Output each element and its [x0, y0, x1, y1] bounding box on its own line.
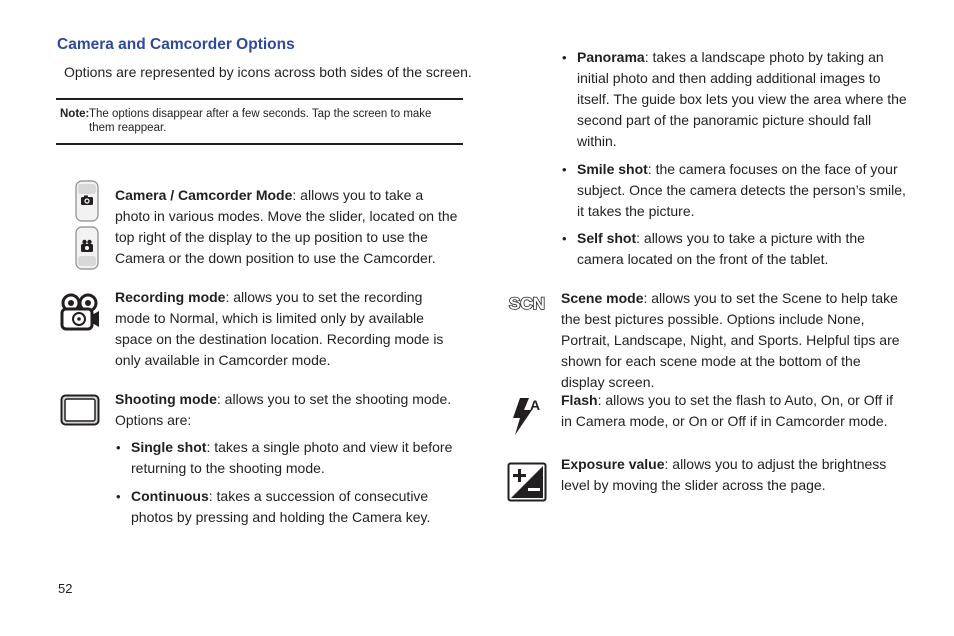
- exposure-description: [561, 454, 906, 496]
- bullet-term: Continuous: [131, 488, 209, 504]
- bullet-single-shot: [131, 437, 461, 479]
- camera-switch-icon: [75, 180, 99, 222]
- scene-icon: [505, 293, 549, 313]
- note-top-rule: [56, 98, 463, 100]
- bullet-smile-shot: [577, 159, 907, 222]
- bullet-text: : takes a succession of consecutive photos by pressing and holding the Camera key.: [131, 488, 431, 525]
- recording-mode-text: : allows you to set the recording mode to Normal, which is limited only by available space on the destination location. Recording mode is only available in Camcorder mode.: [115, 289, 444, 368]
- camera-mode-description: [115, 185, 460, 269]
- exposure-text: : allows you to adjust the brightness level by moving the slider across the page.: [561, 456, 887, 493]
- recording-mode-description: [115, 287, 460, 371]
- scene-mode-description: [561, 288, 906, 393]
- bullet-text: : takes a single photo and view it before returning to the shooting mode.: [131, 439, 453, 476]
- recording-mode-term: Recording mode: [115, 289, 226, 305]
- flash-term: Flash: [561, 392, 598, 408]
- exposure-term: Exposure value: [561, 456, 665, 472]
- shooting-mode-term: Shooting mode: [115, 391, 217, 407]
- bullet-term: Self shot: [577, 230, 637, 246]
- camcorder-switch-icon: [75, 226, 99, 270]
- note-text: The options disappear after a few seconds. Tap the screen to make them reappear.: [89, 108, 432, 134]
- flash-icon-text: A: [529, 397, 541, 413]
- shooting-mode-text: : allows you to set the shooting mode. Options are:: [115, 391, 452, 428]
- flash-text: : allows you to set the flash to Auto, On, or Off if in Camera mode, or On or Off if in Camcorder mode.: [561, 392, 894, 429]
- note-label: Note:: [60, 108, 90, 120]
- note-bottom-rule: [56, 143, 463, 145]
- intro-text: Options are represented by icons across both sides of the screen.: [64, 64, 472, 80]
- camera-mode-term: Camera / Camcorder Mode: [115, 187, 293, 203]
- page-number: 52: [58, 581, 73, 596]
- bullet-self-shot: [577, 228, 907, 270]
- scene-mode-term: Scene mode: [561, 290, 644, 306]
- bullet-term: Single shot: [131, 439, 207, 455]
- bullet-text: : the camera focuses on the face of your subject. Once the camera detects the person’s smile, it takes the picture.: [577, 161, 906, 219]
- bullet-term: Smile shot: [577, 161, 648, 177]
- flash-auto-icon: [510, 396, 542, 436]
- bullet-term: Panorama: [577, 49, 645, 65]
- page-title: Camera and Camcorder Options: [57, 36, 295, 53]
- camera-mode-text: : allows you to take a photo in various modes. Move the slider, located on the top right of the display to the up position to use the Camera or the down position to use the Camcorder.: [115, 187, 458, 266]
- note-block: [60, 107, 460, 135]
- movie-camera-icon: [59, 293, 101, 333]
- exposure-icon: [507, 462, 547, 502]
- shooting-frame-icon: [60, 394, 100, 426]
- scene-icon-text: SCN: [509, 294, 545, 313]
- bullet-text: : allows you to take a picture with the camera located on the front of the tablet.: [577, 230, 865, 267]
- bullet-panorama: [577, 47, 907, 152]
- flash-description: [561, 390, 906, 432]
- shooting-mode-description: [115, 389, 460, 431]
- scene-mode-text: : allows you to set the Scene to help take the best pictures possible. Options include None, Portrait, Landscape, Night, and Sports. Helpful tips are shown for each scene mode at the bottom of the display screen.: [561, 290, 900, 390]
- bullet-text: : takes a landscape photo by taking an initial photo and then adding additional images to itself. The guide box lets you view the area where the second part of the panoramic picture should fall within.: [577, 49, 907, 149]
- bullet-continuous: [131, 486, 461, 528]
